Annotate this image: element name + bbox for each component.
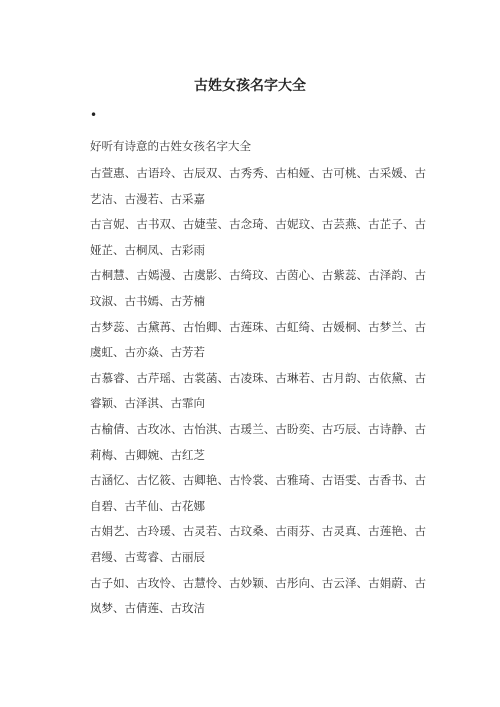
document-title: 古姓女孩名字大全 xyxy=(194,78,306,94)
name-list xyxy=(90,161,426,622)
name-list-item: 古涵忆、古忆筱、古卿艳、古怜裳、古雅琦、古语雯、古香书、古自碧、古芊仙、古花娜 xyxy=(90,473,426,513)
name-list-item: 古桐慧、古嫣漫、古虞影、古绮玟、古茵心、古紫蕊、古泽韵、古玟淑、古书嫣、古芳楠 xyxy=(90,268,426,308)
name-list-item: 古榆倩、古玫冰、古怡淇、古瑗兰、古盼奕、古巧辰、古诗静、古莉梅、古卿婉、古红芝 xyxy=(90,421,426,462)
name-list-item: 古娟艺、古玲瑗、古灵若、古玟桑、古雨芬、古灵真、古莲艳、古君缦、古莺睿、古丽辰 xyxy=(90,524,426,564)
bullet-mark: • xyxy=(90,108,98,122)
name-list-item: 古梦蕊、古黛苒、古怡卿、古莲珠、古虹绮、古媛桐、古梦兰、古虞虹、古亦焱、古芳若 xyxy=(90,319,426,360)
name-list-item: 古子如、古玫怜、古慧怜、古妙颖、古彤向、古云泽、古娟蔚、古岚梦、古倩莲、古玫洁 xyxy=(90,575,426,616)
section-subtitle: 好听有诗意的古姓女孩名字大全 xyxy=(90,139,251,153)
name-list-item: 古萱惠、古语玲、古辰双、古秀秀、古柏娅、古可桃、古采媛、古艺洁、古漫若、古采嘉 xyxy=(90,166,426,206)
name-list-item: 古言妮、古书双、古婕莹、古念琦、古妮玟、古芸燕、古芷子、古娅芷、古桐凤、古彩雨 xyxy=(90,217,426,257)
name-list-item: 古慕睿、古芹瑶、古裳菡、古凌珠、古琳若、古月韵、古依黛、古睿颖、古泽淇、古霏向 xyxy=(90,370,426,411)
